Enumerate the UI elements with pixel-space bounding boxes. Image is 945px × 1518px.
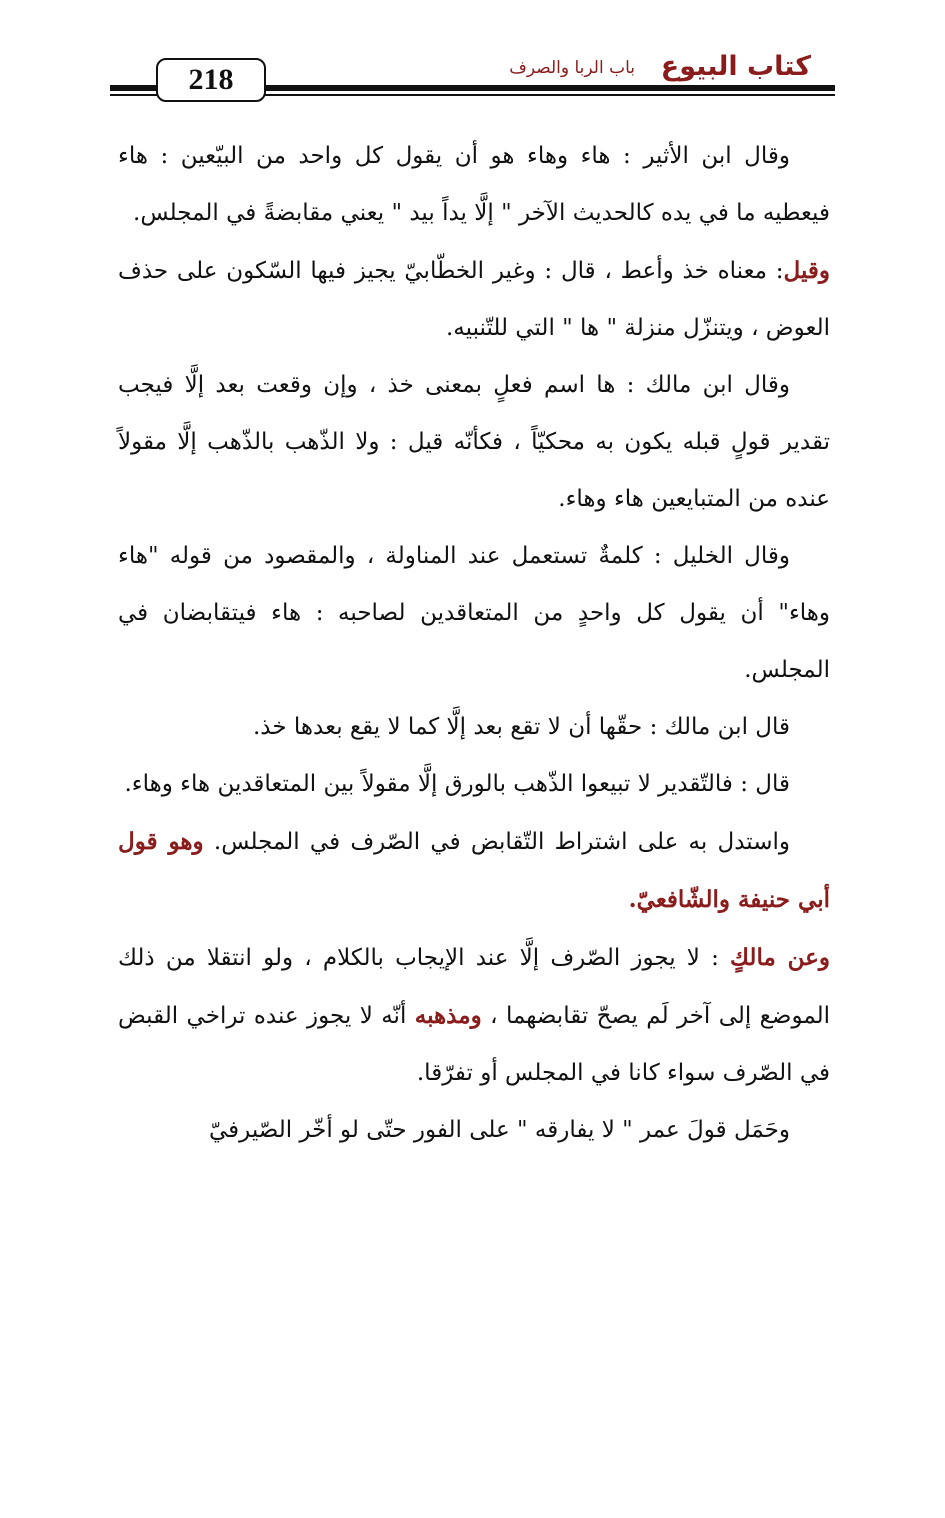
paragraph [118,813,830,929]
paragraph [118,242,830,357]
page-number: 218 [156,58,266,102]
paragraph-text: : معناه خذ وأعط ، قال : وغير الخطّابيّ يجيز فيها السّكون على حذف العوض ، ويتنزّل منزلة " ها " التي للتّنبيه. [118,258,830,341]
paragraph-text: قال : فالتّقدير لا تبيعوا الذّهب بالورق إلَّا مقولاً بين المتعاقدين هاء وهاء. [124,771,790,797]
paragraph [118,929,830,1102]
book-title: كتاب البيوع [660,51,811,82]
paragraph [118,128,830,242]
highlighted-term: وعن مالكٍ [730,944,830,971]
paragraph [118,528,830,699]
paragraph-text: وحَمَل قولَ عمر " لا يفارقه " على الفور حتّى لو أخّر الصّيرفيّ [208,1117,790,1143]
paragraph [118,756,830,813]
paragraph-text: أنّه لا يجوز عنده تراخي القبض في الصّرف سواء كانا في المجلس أو تفرّقا. [118,1003,830,1086]
paragraph-text: : لا يجوز الصّرف إلَّا عند الإيجاب بالكلام ، ولو انتقلا من ذلك الموضع إلى آخر لَم يصحّ تقابضهما ، [118,945,831,1029]
paragraph-text: وقال الخليل : كلمةٌ تستعمل عند المناولة ، والمقصود من قوله "هاء وهاء" أن يقول كل واحدٍ من المتعاقدين لصاحبه : هاء فيتقابضان في المجلس. [118,543,830,683]
paragraph [118,699,830,756]
highlighted-term: وقيل [783,257,830,284]
paragraph [118,357,830,528]
paragraph-text: قال ابن مالك : حقّها أن لا تقع بعد إلَّا كما لا يقع بعدها خذ. [252,714,790,740]
paragraph-text: واستدل به على اشتراط التّقابض في الصّرف في المجلس. [213,829,791,855]
paragraph [118,1102,830,1159]
highlighted-term: وهو قول أبي حنيفة والشّافعيّ. [118,828,830,913]
page-header [110,50,835,110]
highlighted-term: ومذهبه [414,1002,482,1029]
paragraph-text: وقال ابن مالك : ها اسم فعلٍ بمعنى خذ ، وإن وقعت بعد إلَّا فيجب تقدير قولٍ قبله يكون به محكيّاً ، فكأنّه قيل : ولا الذّهب بالذّهب إلَّا مقولاً عنده من المتبايعين هاء وهاء. [118,372,830,512]
page-body [118,128,830,1159]
paragraph-text: وقال ابن الأثير : هاء وهاء هو أن يقول كل واحد من البيّعين : هاء فيعطيه ما في يده كالحديث الآخر " إلَّا يداً بيد " يعني مقابضةً في المجلس. [118,143,830,226]
chapter-title: باب الربا والصرف [509,58,635,78]
